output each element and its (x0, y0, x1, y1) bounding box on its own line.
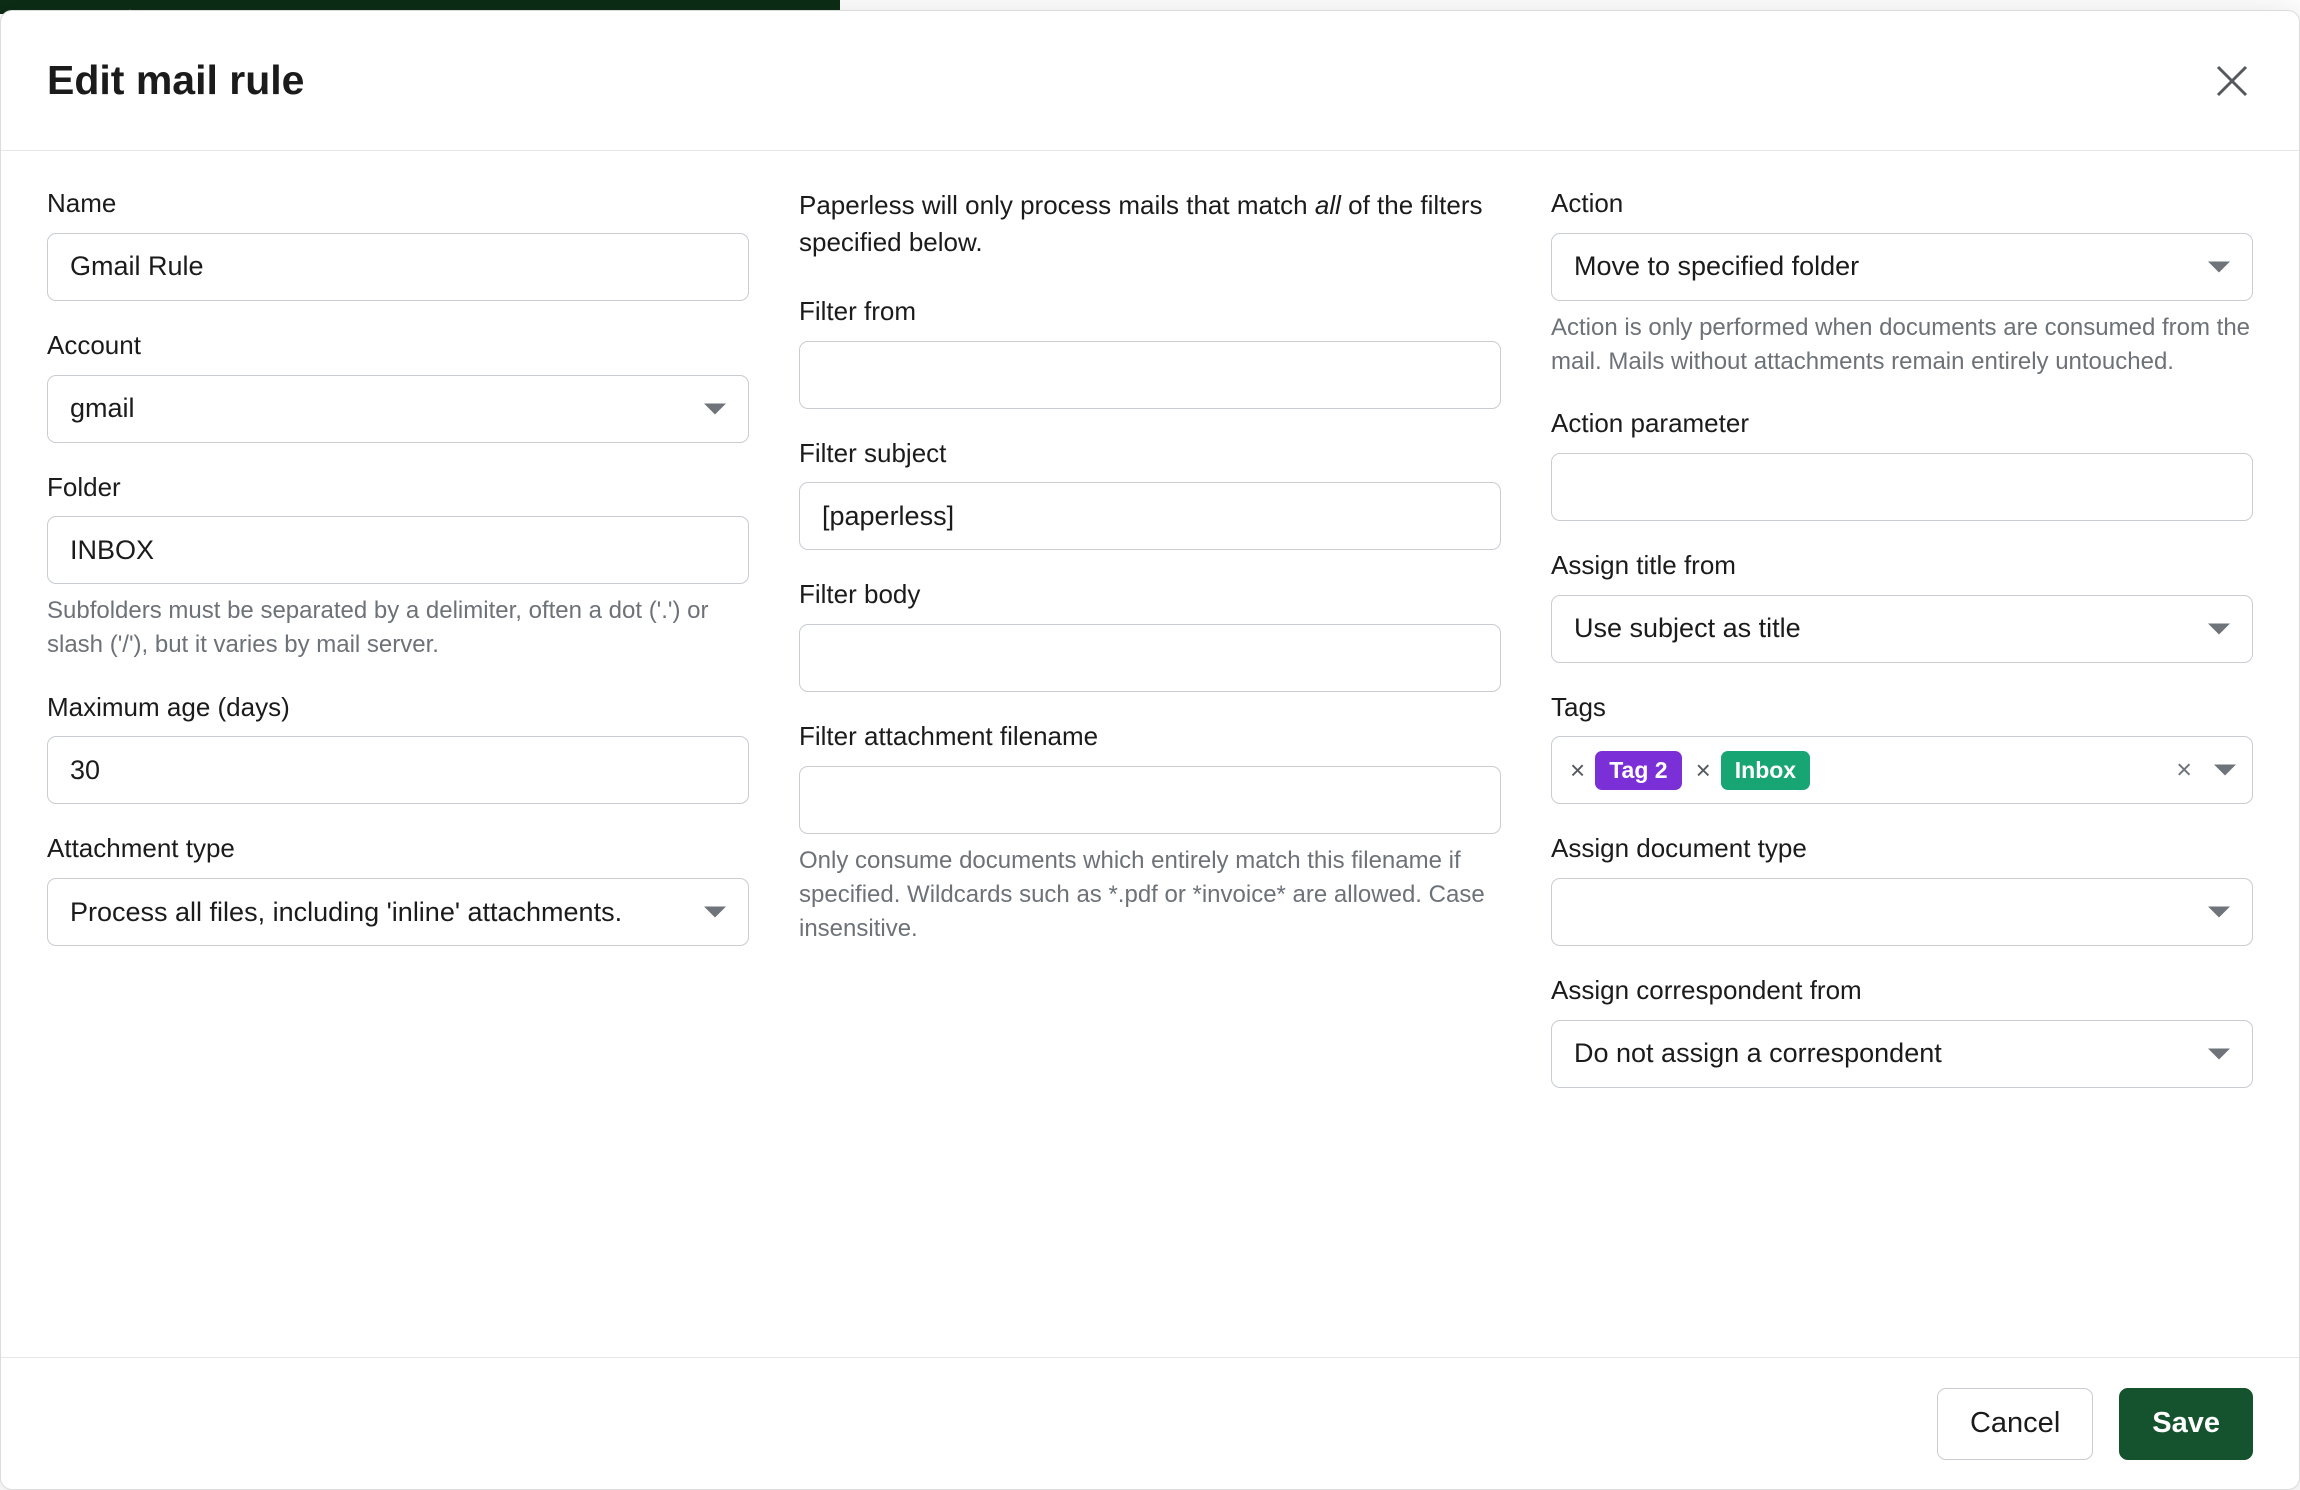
action-parameter-input[interactable] (1551, 453, 2253, 521)
edit-mail-rule-dialog (0, 10, 2300, 1490)
dialog-title: Edit mail rule (47, 57, 305, 103)
field-assign-document-type (1551, 832, 2253, 946)
tags-label: Tags (1551, 691, 1606, 722)
chevron-down-icon (2208, 1048, 2230, 1059)
assign-correspondent-from-value: Do not assign a correspondent (1574, 1038, 1942, 1069)
folder-help-text: Subfolders must be separated by a delimiter, often a dot ('.') or slash ('/'), but it varies by mail server. (47, 597, 709, 659)
chevron-down-icon (2208, 261, 2230, 272)
maximum-age-label: Maximum age (days) (47, 691, 290, 722)
column-filters (799, 187, 1501, 1357)
field-filter-attachment-filename (799, 720, 1501, 946)
name-label: Name (47, 188, 117, 218)
dialog-header (1, 11, 2299, 151)
remove-tag-icon[interactable]: × (1570, 755, 1586, 786)
field-maximum-age (47, 691, 749, 805)
chevron-down-icon (2208, 623, 2230, 634)
field-action-parameter (1551, 407, 2253, 521)
assign-title-from-select[interactable] (1551, 595, 2253, 663)
action-select[interactable] (1551, 233, 2253, 301)
tags-actions (2176, 754, 2236, 785)
attachment-type-select[interactable] (47, 878, 749, 946)
filter-subject-input[interactable]: [paperless] (799, 482, 1501, 550)
tag-chip[interactable] (1696, 751, 1811, 791)
field-filter-subject (799, 437, 1501, 551)
chevron-down-icon (704, 403, 726, 414)
field-action (1551, 187, 2253, 379)
filters-intro-emphasis: all (1314, 190, 1341, 220)
assign-correspondent-from-select[interactable] (1551, 1020, 2253, 1088)
remove-tag-icon[interactable]: × (1695, 755, 1711, 786)
close-icon[interactable] (2209, 58, 2255, 104)
name-input[interactable]: Gmail Rule (47, 233, 749, 301)
filters-intro-post: of the filters specified below. (799, 190, 1483, 257)
assign-document-type-label: Assign document type (1551, 833, 1807, 864)
attachment-type-value: Process all files, including 'inline' attachments. (70, 896, 623, 927)
save-button[interactable]: Save (2119, 1388, 2253, 1460)
field-filter-body (799, 578, 1501, 692)
filter-attachment-filename-label: Filter attachment filename (799, 721, 1099, 752)
maximum-age-input[interactable]: 30 (47, 736, 749, 804)
account-select[interactable] (47, 375, 749, 443)
filter-body-label: Filter body (799, 579, 921, 610)
account-label: Account (47, 329, 141, 360)
cancel-button[interactable]: Cancel (1937, 1388, 2093, 1460)
filters-intro-text (799, 187, 1501, 261)
assign-title-from-value: Use subject as title (1574, 613, 1801, 644)
filter-body-input[interactable] (799, 624, 1501, 692)
filter-attachment-help-text: Only consume documents which entirely match this filename if specified. Wildcards such as *.pdf or *invoice* are allowed. Case insensitive. (799, 847, 1485, 943)
tags-select[interactable] (1551, 736, 2253, 804)
assign-correspondent-from-label: Assign correspondent from (1551, 975, 1862, 1006)
column-rule-settings (47, 187, 749, 1357)
column-actions (1551, 187, 2253, 1357)
chevron-down-icon[interactable] (2214, 765, 2236, 776)
field-assign-title-from (1551, 549, 2253, 663)
filter-subject-label: Filter subject (799, 437, 947, 468)
field-tags (1551, 691, 2253, 805)
tag-label: Tag 2 (1595, 751, 1681, 791)
filters-intro-pre: Paperless will only process mails that match (799, 190, 1315, 220)
folder-label: Folder (47, 471, 121, 502)
dialog-body (1, 151, 2299, 1357)
account-value: gmail (70, 393, 135, 424)
field-assign-correspondent-from (1551, 974, 2253, 1088)
tag-label: Inbox (1721, 751, 1810, 791)
field-account (47, 329, 749, 443)
field-filter-from (799, 295, 1501, 409)
action-help-text: Action is only performed when documents are consumed from the mail. Mails without attachments remain entirely untouched. (1551, 313, 2251, 375)
filter-from-label: Filter from (799, 295, 916, 326)
assign-document-type-select[interactable] (1551, 878, 2253, 946)
filter-attachment-filename-input[interactable] (799, 766, 1501, 834)
chevron-down-icon (704, 907, 726, 918)
filter-from-input[interactable] (799, 341, 1501, 409)
chevron-down-icon (2208, 907, 2230, 918)
field-attachment-type (47, 832, 749, 946)
action-value: Move to specified folder (1574, 251, 1860, 282)
action-parameter-label: Action parameter (1551, 407, 1749, 438)
attachment-type-label: Attachment type (47, 833, 235, 864)
assign-title-from-label: Assign title from (1551, 549, 1736, 580)
field-name (47, 187, 749, 301)
action-label: Action (1551, 188, 1624, 218)
folder-input[interactable]: INBOX (47, 516, 749, 584)
clear-tags-icon[interactable]: × (2176, 754, 2192, 785)
field-folder (47, 471, 749, 663)
dialog-footer (1, 1357, 2299, 1489)
tag-chip[interactable] (1570, 751, 1682, 791)
